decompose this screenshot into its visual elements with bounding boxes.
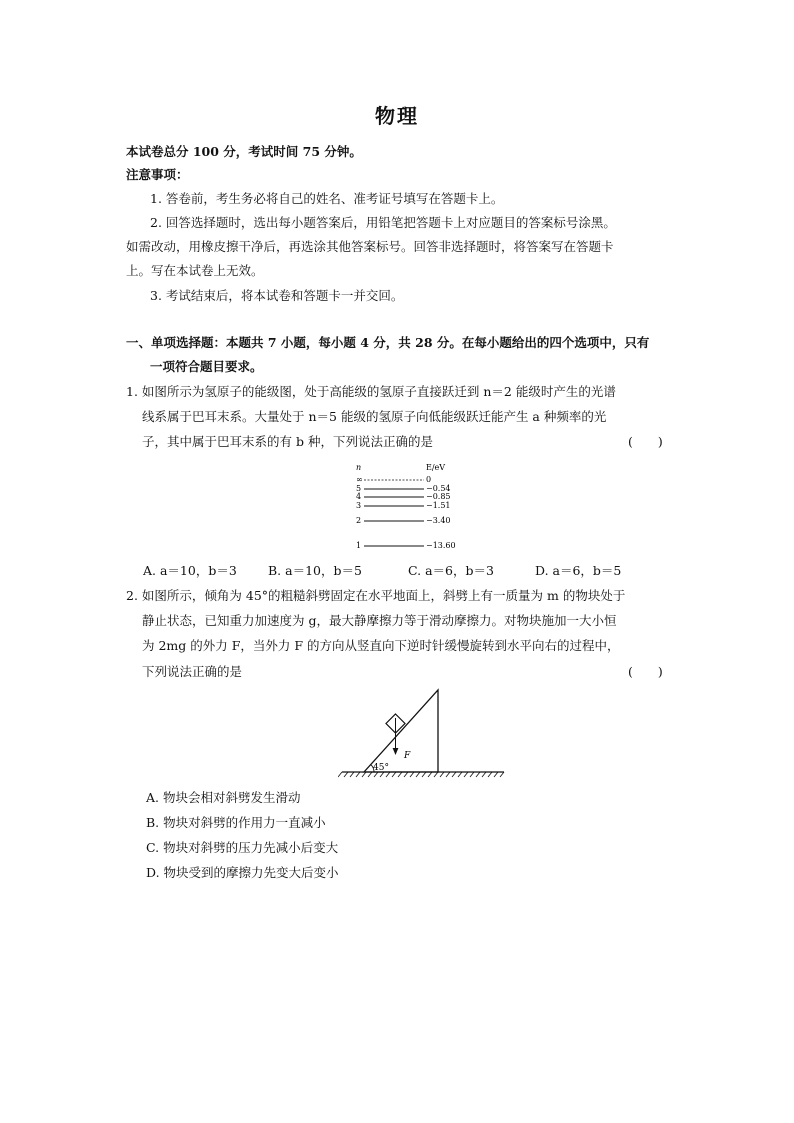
q1-answer-blank: ( ) bbox=[628, 434, 663, 449]
q1-stem-line2: 线系属于巴耳末系。大量处于 n＝5 能级的氢原子向低能级跃迁能产生 a 种频率的光 bbox=[142, 409, 607, 424]
level-3-n: 3 bbox=[356, 501, 362, 510]
q1-option-b: B. a＝10，b＝5 bbox=[268, 563, 362, 578]
exam-title: 物理 bbox=[375, 104, 419, 128]
incline-diagram bbox=[338, 686, 508, 778]
notice-3: 3. 考试结束后，将本试卷和答题卡一并交回。 bbox=[150, 288, 404, 303]
notice-1: 1. 答卷前，考生务必将自己的姓名、准考证号填写在答题卡上。 bbox=[150, 191, 504, 206]
q1-stem-line3: 子，其中属于巴耳末系的有 b 种，下列说法正确的是 bbox=[142, 434, 433, 449]
q2-answer-blank: ( ) bbox=[628, 664, 663, 679]
angle-label: 45° bbox=[373, 763, 389, 773]
q1-option-d: D. a＝6，b＝5 bbox=[535, 563, 622, 578]
level-4-e: −0.85 bbox=[426, 492, 451, 501]
level-2-n: 2 bbox=[356, 516, 362, 525]
level-4-n: 4 bbox=[356, 492, 362, 501]
force-label: F bbox=[404, 751, 411, 761]
q2-option-b: B. 物块对斜劈的作用力一直减小 bbox=[146, 815, 326, 830]
level-5-e: −0.54 bbox=[426, 484, 451, 493]
notice-2c: 上。写在本试卷上无效。 bbox=[126, 263, 264, 278]
incline-wedge bbox=[364, 690, 438, 772]
energy-level-diagram bbox=[350, 462, 470, 554]
q2-option-a: A. 物块会相对斜劈发生滑动 bbox=[146, 790, 301, 805]
level-3-e: −1.51 bbox=[426, 501, 451, 510]
ground-hatch bbox=[338, 772, 504, 777]
force-arrow-head bbox=[393, 748, 399, 755]
q2-stem-line3: 为 2mg 的外力 F，当外力 F 的方向从竖直向下逆时针缓慢旋转到水平向右的过程中， bbox=[142, 638, 620, 653]
notice-heading: 注意事项： bbox=[126, 167, 189, 182]
q2-stem-line4: 下列说法正确的是 bbox=[142, 664, 243, 679]
q2-option-c: C. 物块对斜劈的压力先减小后变大 bbox=[146, 840, 339, 855]
notice-2a: 2. 回答选择题时，选出每小题答案后，用铅笔把答题卡上对应题目的答案标号涂黑。 bbox=[150, 215, 616, 230]
q1-stem-line1: 1. 如图所示为氢原子的能级图，处于高能级的氢原子直接跃迁到 n＝2 能级时产生的光谱 bbox=[126, 384, 616, 399]
level-5-n: 5 bbox=[356, 484, 362, 493]
section1-heading-cont: 一项符合题目要求。 bbox=[150, 359, 263, 374]
q1-option-c: C. a＝6，b＝3 bbox=[408, 563, 494, 578]
section1-heading: 一、单项选择题：本题共 7 小题，每小题 4 分，共 28 分。在每小题给出的四个选项中，只有 bbox=[126, 335, 650, 350]
level-1-e: −13.60 bbox=[426, 541, 456, 550]
col-e-label: E/eV bbox=[426, 463, 446, 472]
q2-stem-line1: 2. 如图所示，倾角为 45°的粗糙斜劈固定在水平地面上，斜劈上有一质量为 m 的物块处于 bbox=[126, 588, 626, 603]
level-2-e: −3.40 bbox=[426, 516, 451, 525]
notice-2b: 如需改动，用橡皮擦干净后，再选涂其他答案标号。回答非选择题时，将答案写在答题卡 bbox=[126, 239, 614, 254]
level-1-n: 1 bbox=[356, 541, 362, 550]
q2-stem-line2: 静止状态，已知重力加速度为 g，最大静摩擦力等于滑动摩擦力。对物块施加一大小恒 bbox=[142, 613, 617, 628]
q2-option-d: D. 物块受到的摩擦力先变大后变小 bbox=[146, 865, 339, 880]
exam-intro: 本试卷总分 100 分，考试时间 75 分钟。 bbox=[126, 144, 362, 159]
q1-option-a: A. a＝10，b＝3 bbox=[143, 563, 237, 578]
level-inf-e: 0 bbox=[426, 475, 432, 484]
col-n-label: n bbox=[356, 463, 362, 472]
level-inf-n: ∞ bbox=[356, 475, 363, 484]
